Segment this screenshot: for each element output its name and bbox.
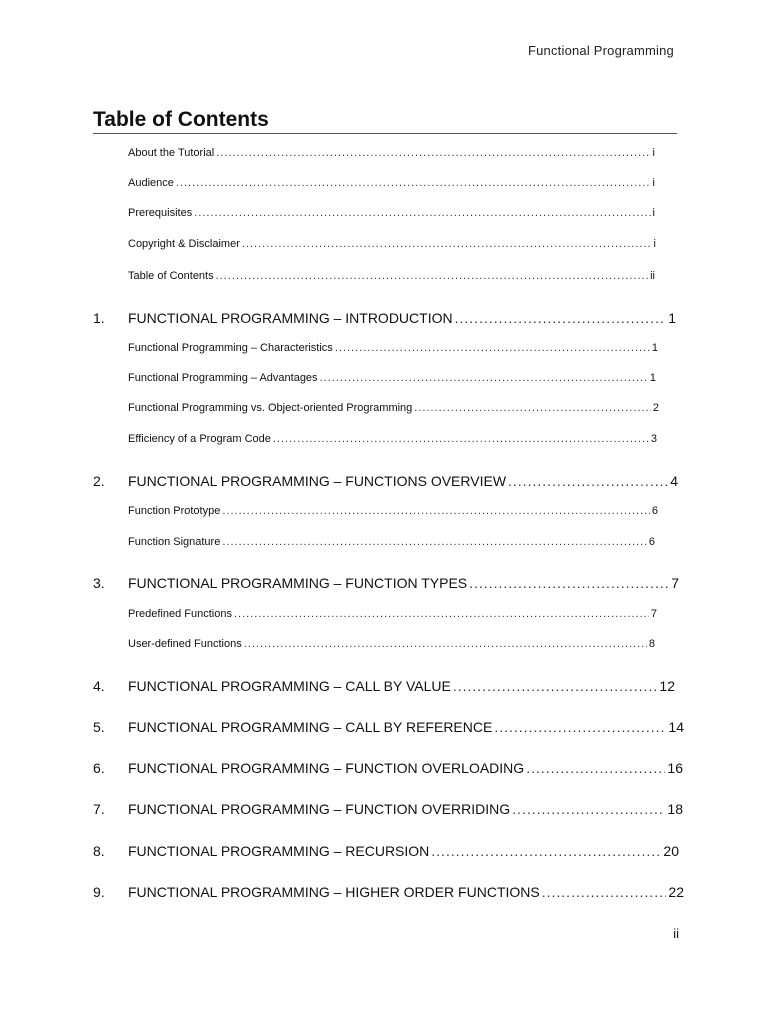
toc-chapter[interactable] bbox=[93, 310, 676, 326]
toc-chapter-page: 1 bbox=[668, 310, 676, 326]
toc-chapter[interactable] bbox=[93, 760, 683, 776]
toc-entry[interactable] bbox=[128, 238, 656, 250]
toc-chapter-number: 2. bbox=[93, 473, 105, 489]
toc-entry[interactable] bbox=[128, 372, 656, 384]
toc-chapter[interactable] bbox=[93, 678, 675, 694]
toc-entry-title: Audience bbox=[128, 177, 174, 189]
toc-entry-page: 1 bbox=[651, 342, 658, 354]
toc-entry-page: 3 bbox=[650, 433, 657, 445]
toc-entry-page: i bbox=[653, 238, 656, 250]
toc-entry[interactable] bbox=[128, 433, 657, 445]
toc-chapter-title: FUNCTIONAL PROGRAMMING – INTRODUCTION bbox=[128, 310, 453, 326]
toc-chapter-page: 4 bbox=[670, 473, 678, 489]
toc-entry-page: 2 bbox=[652, 402, 659, 414]
toc-dot-leader bbox=[320, 372, 648, 384]
toc-entry[interactable] bbox=[128, 505, 658, 517]
toc-entry-title: Function Signature bbox=[128, 536, 221, 548]
toc-dot-leader bbox=[216, 270, 648, 282]
toc-dot-leader bbox=[234, 608, 649, 620]
toc-entry-page: 1 bbox=[649, 372, 656, 384]
toc-entry-page: 6 bbox=[651, 505, 658, 517]
toc-dot-leader bbox=[242, 238, 652, 250]
toc-entry[interactable] bbox=[128, 342, 658, 354]
toc-chapter-title: FUNCTIONAL PROGRAMMING – FUNCTION TYPES bbox=[128, 575, 468, 591]
toc-entry-title: Predefined Functions bbox=[128, 608, 232, 620]
toc-entry-title: Table of Contents bbox=[128, 270, 214, 282]
toc-entry[interactable] bbox=[128, 638, 655, 650]
toc-entry[interactable] bbox=[128, 177, 655, 189]
toc-chapter-number: 4. bbox=[93, 678, 105, 694]
toc-chapter-title: FUNCTIONAL PROGRAMMING – RECURSION bbox=[128, 843, 430, 859]
toc-chapter-title: FUNCTIONAL PROGRAMMING – FUNCTION OVERRIDING bbox=[128, 801, 511, 817]
toc-chapter[interactable] bbox=[93, 801, 683, 817]
toc-dot-leader bbox=[335, 342, 650, 354]
toc-chapter-number: 6. bbox=[93, 760, 105, 776]
toc-chapter-page: 20 bbox=[663, 843, 679, 859]
toc-entry[interactable] bbox=[128, 270, 655, 282]
toc-chapter-title: FUNCTIONAL PROGRAMMING – HIGHER ORDER FUNCTIONS bbox=[128, 884, 540, 900]
toc-chapter[interactable] bbox=[93, 473, 678, 489]
toc-entry-title: Copyright & Disclaimer bbox=[128, 238, 240, 250]
toc-chapter-page: 16 bbox=[667, 760, 683, 776]
toc-dot-leader bbox=[526, 760, 665, 776]
toc-entry-page: 7 bbox=[650, 608, 657, 620]
toc-entry-title: About the Tutorial bbox=[128, 147, 215, 159]
toc-entry-page: 8 bbox=[648, 638, 655, 650]
toc-chapter[interactable] bbox=[93, 575, 679, 591]
toc-dot-leader bbox=[453, 678, 658, 694]
toc-chapter-number: 5. bbox=[93, 719, 105, 735]
toc-dot-leader bbox=[216, 147, 650, 159]
toc-chapter-number: 7. bbox=[93, 801, 105, 817]
toc-dot-leader bbox=[222, 505, 650, 517]
toc-entry-title: Functional Programming – Characteristics bbox=[128, 342, 333, 354]
toc-chapter-number: 9. bbox=[93, 884, 105, 900]
toc-dot-leader bbox=[176, 177, 651, 189]
toc-entry-page: 6 bbox=[648, 536, 655, 548]
page-number: ii bbox=[673, 926, 679, 941]
toc-chapter-title: FUNCTIONAL PROGRAMMING – FUNCTION OVERLOADING bbox=[128, 760, 525, 776]
toc-heading: Table of Contents bbox=[93, 108, 677, 134]
toc-entry[interactable] bbox=[128, 536, 655, 548]
toc-entry[interactable] bbox=[128, 147, 655, 159]
running-header: Functional Programming bbox=[527, 43, 674, 58]
toc-entry-title: Functional Programming – Advantages bbox=[128, 372, 318, 384]
toc-entry-page: i bbox=[652, 177, 655, 189]
toc-entry-title: Prerequisites bbox=[128, 207, 193, 219]
toc-chapter-page: 7 bbox=[671, 575, 679, 591]
toc-entry-page: i bbox=[652, 147, 655, 159]
toc-chapter-title: FUNCTIONAL PROGRAMMING – CALL BY REFERENCE bbox=[128, 719, 493, 735]
toc-dot-leader bbox=[542, 884, 667, 900]
toc-entry-title: User-defined Functions bbox=[128, 638, 242, 650]
toc-dot-leader bbox=[222, 536, 647, 548]
toc-dot-leader bbox=[414, 402, 651, 414]
toc-chapter-number: 1. bbox=[93, 310, 105, 326]
toc-dot-leader bbox=[512, 801, 665, 817]
toc-dot-leader bbox=[244, 638, 647, 650]
toc-dot-leader bbox=[508, 473, 668, 489]
toc-chapter-number: 3. bbox=[93, 575, 105, 591]
toc-dot-leader bbox=[469, 575, 669, 591]
toc-chapter-title: FUNCTIONAL PROGRAMMING – CALL BY VALUE bbox=[128, 678, 451, 694]
toc-chapter[interactable] bbox=[93, 719, 684, 735]
toc-entry[interactable] bbox=[128, 608, 657, 620]
toc-entry-title: Functional Programming vs. Object-oriented Programming bbox=[128, 402, 413, 414]
toc-dot-leader bbox=[455, 310, 667, 326]
toc-entry[interactable] bbox=[128, 402, 659, 414]
toc-dot-leader bbox=[273, 433, 649, 445]
toc-chapter[interactable] bbox=[93, 884, 684, 900]
toc-chapter-page: 12 bbox=[659, 678, 675, 694]
toc-entry-page: ii bbox=[650, 270, 655, 282]
toc-chapter[interactable] bbox=[93, 843, 679, 859]
toc-entry-title: Efficiency of a Program Code bbox=[128, 433, 271, 445]
toc-chapter-page: 18 bbox=[667, 801, 683, 817]
toc-chapter-page: 22 bbox=[668, 884, 684, 900]
toc-chapter-title: FUNCTIONAL PROGRAMMING – FUNCTIONS OVERVIEW bbox=[128, 473, 507, 489]
toc-chapter-page: 14 bbox=[668, 719, 684, 735]
toc-dot-leader bbox=[431, 843, 661, 859]
toc-entry[interactable] bbox=[128, 207, 655, 219]
toc-entry-title: Function Prototype bbox=[128, 505, 221, 517]
toc-chapter-number: 8. bbox=[93, 843, 105, 859]
toc-dot-leader bbox=[494, 719, 666, 735]
toc-entry-page: i bbox=[652, 207, 655, 219]
toc-dot-leader bbox=[194, 207, 650, 219]
